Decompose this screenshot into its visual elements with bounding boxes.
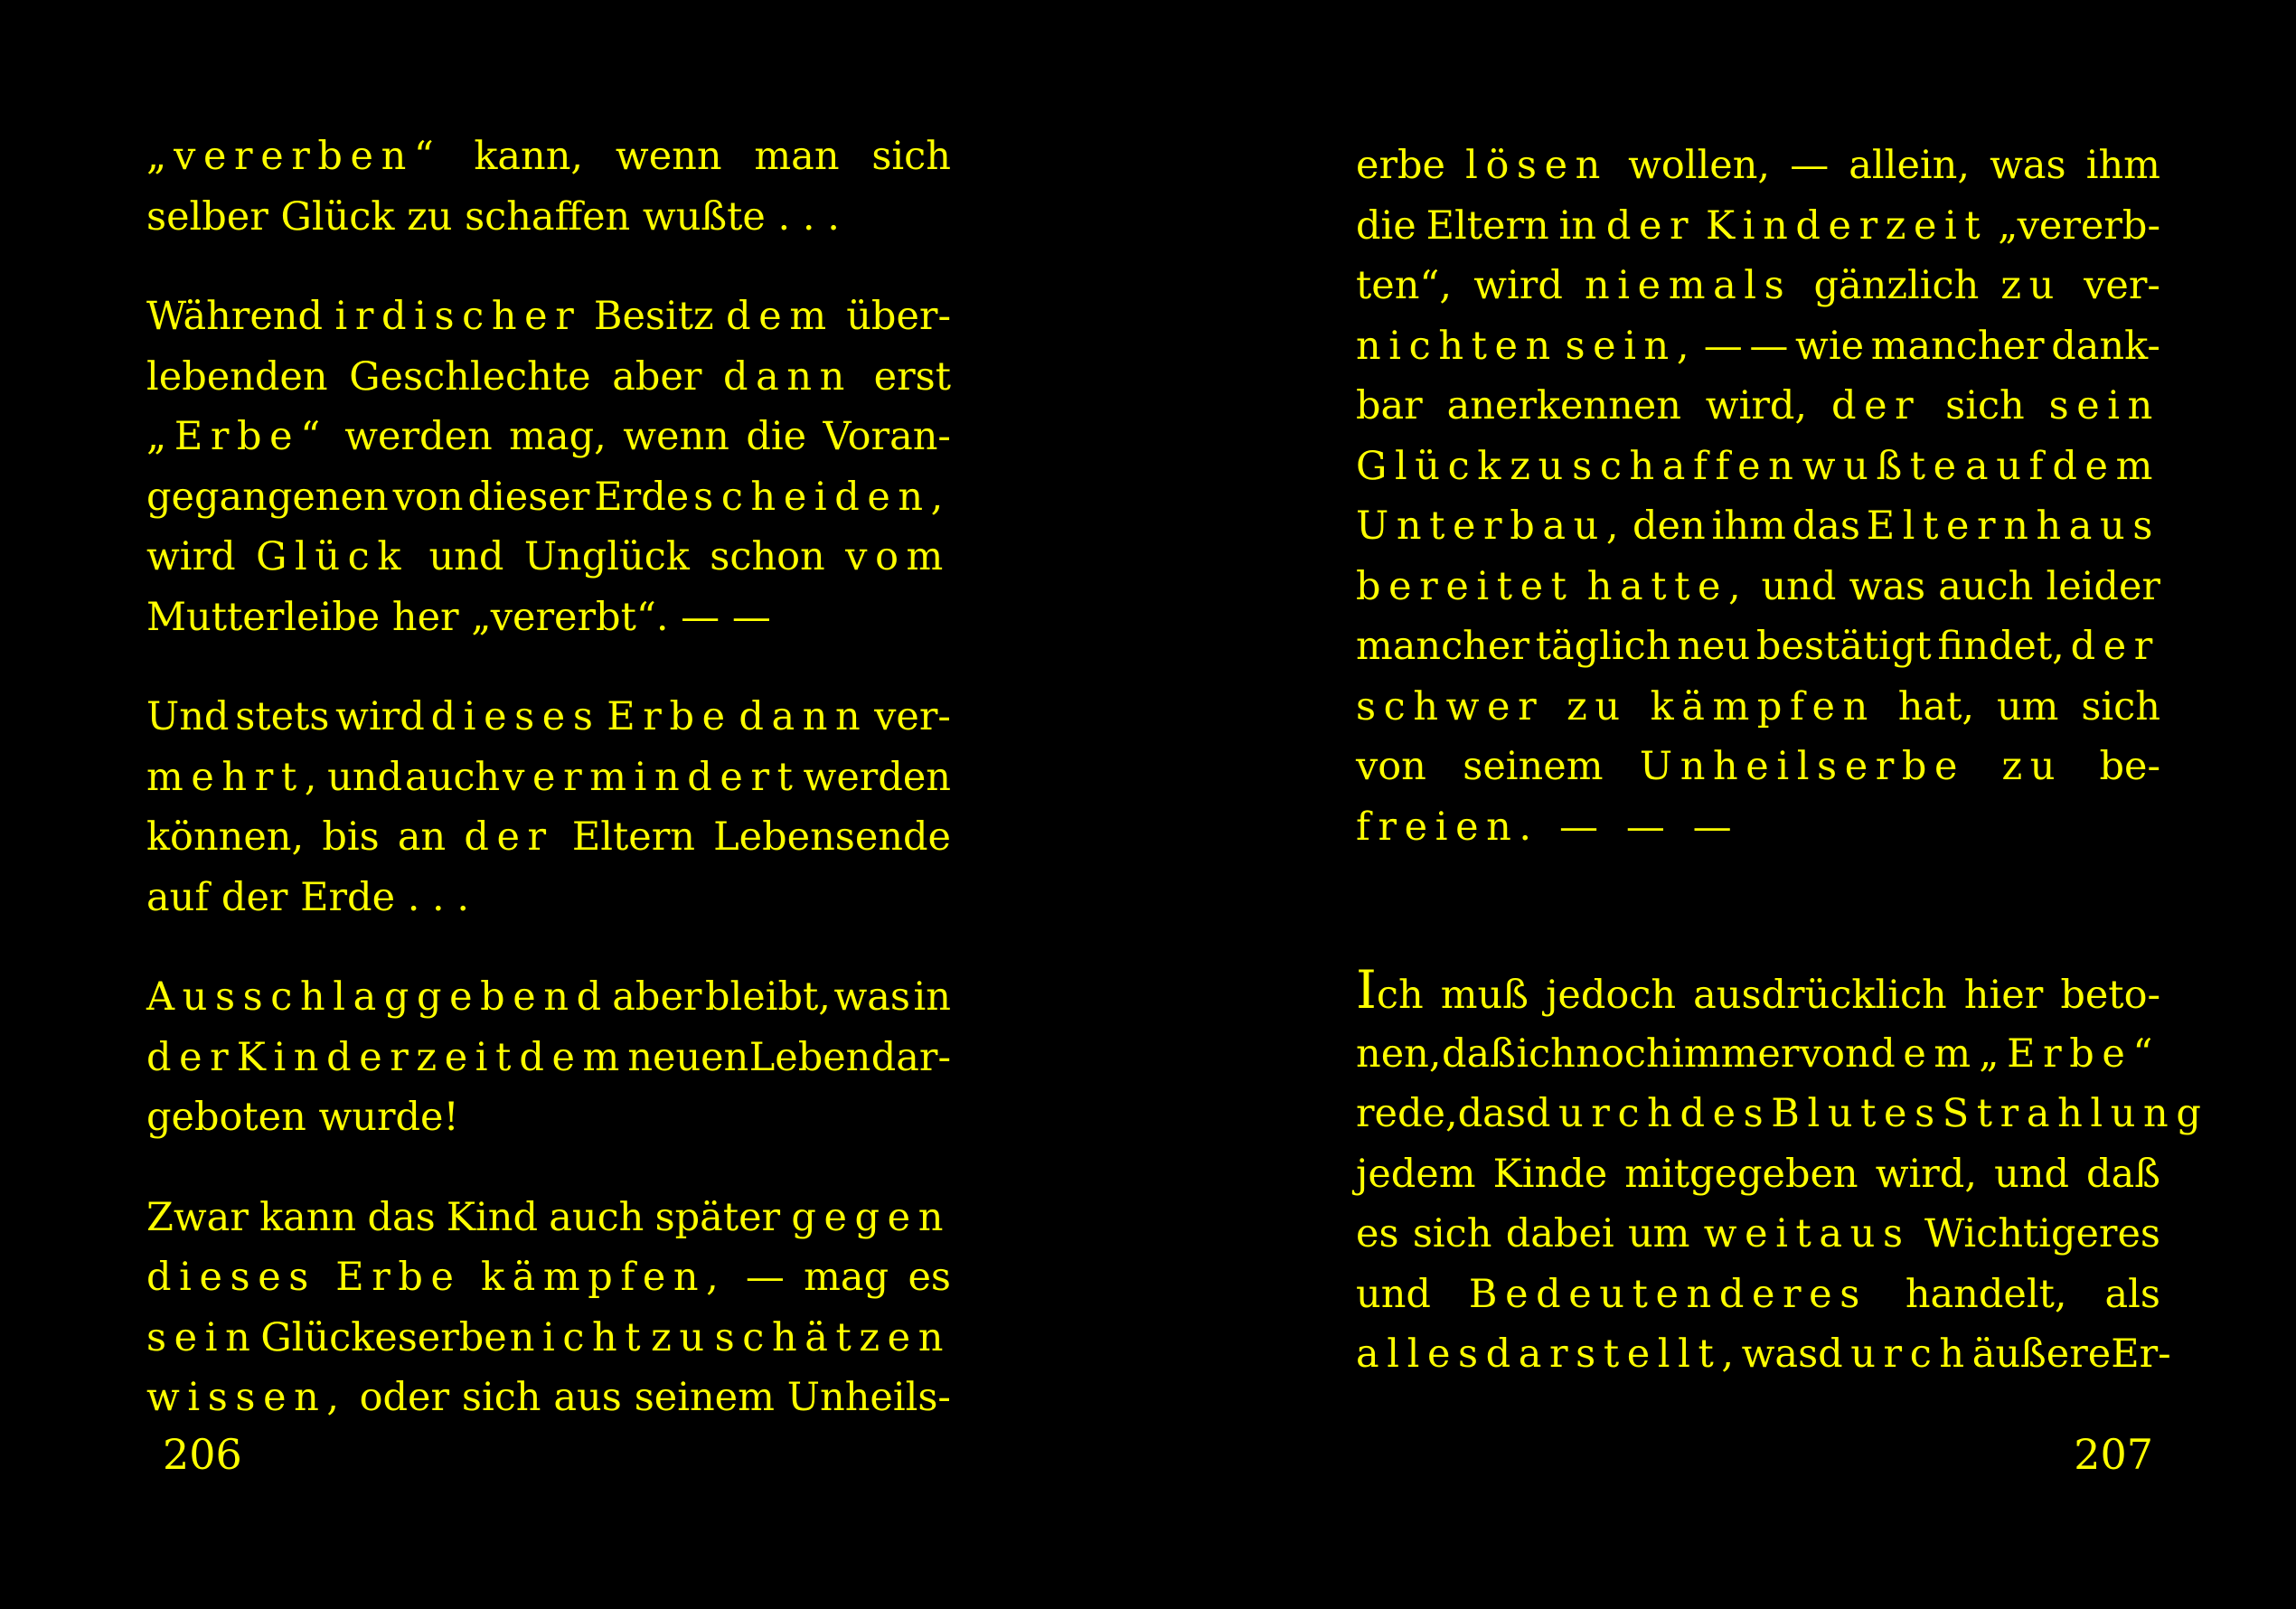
text-line	[1356, 376, 2160, 437]
paragraph-gap	[146, 247, 951, 287]
word: von	[392, 474, 464, 520]
word: Mutterleibe her „vererbt“. — —	[146, 594, 771, 640]
word: Unterbau,	[1356, 503, 1627, 549]
word: sich	[2081, 683, 2160, 729]
text-line	[146, 1247, 951, 1308]
word: die	[746, 414, 807, 459]
paragraph	[1356, 959, 2209, 1385]
word: Und	[146, 694, 230, 739]
word: lösen	[1465, 143, 1608, 188]
word: Elternhaus	[1866, 503, 2160, 549]
word: schon	[710, 534, 825, 579]
text-line	[146, 1188, 951, 1248]
word: seinem	[1463, 744, 1604, 789]
word: und	[428, 534, 504, 579]
text-line	[146, 748, 951, 808]
word: jedem	[1356, 1151, 1476, 1197]
word: der	[2070, 624, 2160, 669]
word: —	[745, 1255, 785, 1300]
word: ver-	[874, 694, 951, 739]
word: dem	[726, 294, 834, 339]
word: aus	[553, 1375, 622, 1420]
word: dabei	[1505, 1211, 1614, 1256]
word: kann	[259, 1194, 357, 1240]
word: was	[1849, 563, 1926, 609]
word: leider	[2046, 563, 2160, 609]
word: werden	[803, 754, 951, 800]
word: über-	[846, 294, 951, 339]
word: nichten	[1356, 323, 1558, 369]
word: das	[1457, 1091, 1526, 1136]
word: geboten wurde!	[146, 1095, 459, 1140]
word: Voran-	[823, 414, 951, 459]
word: wollen,	[1628, 143, 1771, 188]
word: zu	[2000, 263, 2062, 308]
word: „vererben“	[146, 134, 442, 179]
word: und	[327, 754, 402, 800]
word: ver-	[2084, 263, 2160, 308]
word: alles	[1356, 1331, 1486, 1377]
word: sich	[871, 134, 951, 179]
word: durch	[1818, 1331, 1972, 1377]
word: Kind	[446, 1194, 539, 1240]
word: wird	[146, 534, 236, 579]
word: Unheilserbe	[1639, 744, 1966, 789]
word: es	[908, 1255, 951, 1300]
word: der	[464, 814, 554, 860]
text-line	[146, 127, 951, 187]
text-line	[146, 407, 951, 467]
word: Eltern	[571, 814, 695, 860]
word: niemals	[1585, 263, 1793, 308]
text-line	[146, 807, 951, 868]
initial-letter: I	[1356, 959, 1377, 1021]
word: ich	[1516, 1030, 1576, 1077]
word: seinem	[634, 1375, 775, 1420]
text-line	[146, 1087, 951, 1148]
word: was	[833, 974, 910, 1020]
word: neu	[1677, 624, 1751, 669]
word: Eltern	[1426, 202, 1549, 249]
word: mag,	[509, 414, 607, 459]
word: —	[1749, 323, 1789, 369]
word: lebenden	[146, 353, 328, 400]
text-line	[1356, 316, 2160, 377]
word: Erbe	[607, 694, 733, 739]
word: sein	[146, 1314, 259, 1360]
word: um	[1996, 683, 2059, 729]
word: Ich	[1356, 959, 1424, 1021]
word: wenn	[623, 414, 729, 459]
text-line	[146, 187, 951, 248]
word: handelt,	[1905, 1271, 2067, 1317]
paragraph-gap	[1356, 857, 2160, 964]
right-page-text	[1356, 136, 2209, 1385]
word: durch	[1525, 1091, 1680, 1136]
text-line	[1356, 136, 2160, 196]
word: Blutes	[1771, 1091, 1943, 1136]
word: wußte	[1802, 443, 1964, 489]
word: hatte,	[1586, 563, 1749, 609]
word: Erde	[594, 474, 690, 520]
word: nicht	[509, 1314, 649, 1360]
word: „Erbe“	[1979, 1030, 2160, 1077]
text-line	[1356, 437, 2160, 497]
paragraph	[146, 287, 951, 647]
word: darstellt,	[1485, 1331, 1742, 1377]
word: der	[1830, 383, 1922, 428]
word: aber	[612, 974, 702, 1020]
word: dann	[739, 694, 869, 739]
word: das	[367, 1194, 436, 1240]
text-line	[1356, 1024, 2160, 1085]
word: bestätigt	[1755, 624, 1932, 669]
word: wird,	[1705, 383, 1808, 428]
word: an	[397, 814, 447, 860]
word: noch	[1576, 1030, 1671, 1077]
word: kann,	[474, 134, 584, 179]
word: sein	[2048, 383, 2160, 428]
word: Kinderzeit	[1706, 202, 1989, 249]
word: Kinde	[1492, 1151, 1608, 1197]
word: des	[1680, 1091, 1772, 1136]
word: Glück	[1356, 443, 1509, 489]
word: später	[654, 1194, 781, 1240]
word: Zwar	[146, 1194, 249, 1240]
word: Erbe	[335, 1255, 462, 1300]
text-line	[146, 967, 951, 1028]
word: in	[913, 974, 951, 1020]
word: mag	[804, 1255, 889, 1300]
paragraph	[146, 1188, 951, 1428]
word: erbe	[1356, 143, 1445, 188]
word: vermindert	[503, 754, 801, 800]
word: dem	[1870, 1030, 1979, 1077]
word: —	[1790, 143, 1830, 188]
word: mitgegeben	[1624, 1151, 1858, 1197]
word: gegangenen	[146, 474, 389, 520]
word: be-	[2099, 744, 2160, 789]
text-line	[146, 347, 951, 408]
text-line	[1356, 256, 2160, 316]
word: Lebensende	[713, 814, 951, 860]
word: aber	[612, 353, 702, 400]
word: oder	[359, 1375, 450, 1420]
word: rede,	[1356, 1091, 1458, 1136]
paragraph-gap	[146, 1148, 951, 1188]
right-page-number: 207	[2074, 1430, 2153, 1479]
word: weitaus	[1703, 1211, 1911, 1256]
word: Er-	[2111, 1331, 2171, 1377]
word: von	[1799, 1030, 1870, 1077]
word: bar	[1356, 383, 1423, 428]
word: kämpfen,	[480, 1255, 727, 1300]
word: um	[1627, 1211, 1690, 1256]
word: Bedeutenderes	[1468, 1271, 1868, 1317]
word: Leben	[748, 1034, 871, 1080]
word: auf	[1965, 443, 2052, 489]
word: immer	[1671, 1030, 1800, 1077]
word: bis	[322, 814, 380, 860]
word: schaffen	[1572, 443, 1802, 489]
text-line	[1356, 959, 2160, 1024]
word: Ausschlaggebend	[146, 974, 609, 1020]
word: ausdrücklich	[1693, 973, 1947, 1018]
word: bereitet	[1356, 563, 1575, 609]
word: stets	[235, 694, 330, 739]
word: werden	[344, 414, 493, 459]
word: jedoch	[1546, 973, 1677, 1018]
word: dieser	[467, 474, 590, 520]
word: neuen	[627, 1034, 749, 1080]
word: wird	[335, 694, 425, 739]
text-line	[146, 868, 951, 928]
word: dem	[2052, 443, 2160, 489]
word: Glück	[256, 534, 409, 579]
text-line	[146, 588, 951, 648]
word: zu	[1510, 443, 1571, 489]
word: dieses	[430, 694, 601, 739]
word: mehrt,	[146, 754, 325, 800]
paragraph	[146, 127, 951, 247]
word: wenn	[615, 134, 722, 179]
paragraph	[146, 687, 951, 927]
word: wird	[1473, 263, 1563, 308]
word: sich	[1412, 1211, 1492, 1256]
word: wie	[1795, 323, 1865, 369]
word: und	[1356, 1271, 1431, 1317]
word: gegen	[791, 1194, 951, 1240]
word: auch	[1938, 563, 2034, 609]
word: sein,	[1565, 323, 1698, 369]
word: beto-	[2060, 973, 2160, 1018]
text-line	[146, 527, 951, 588]
text-line	[146, 467, 951, 528]
word: es	[1356, 1211, 1399, 1256]
word: man	[754, 134, 840, 179]
text-line	[146, 1368, 951, 1428]
text-line	[1356, 1204, 2160, 1265]
word: muß	[1440, 973, 1529, 1018]
word: Glückeserbe	[260, 1314, 507, 1360]
word: allein,	[1849, 143, 1970, 188]
word: Während	[146, 294, 324, 339]
word: erst	[873, 353, 951, 400]
word: gänzlich	[1813, 263, 1980, 308]
word: Unglück	[523, 534, 690, 579]
word: dem	[519, 1034, 627, 1080]
word: und	[1994, 1151, 2069, 1197]
text-line	[1356, 1084, 2209, 1144]
word: bleibt,	[704, 974, 831, 1020]
word: was	[1741, 1331, 1819, 1377]
word: dar-	[870, 1034, 951, 1080]
word: findet,	[1937, 624, 2065, 669]
text-line	[1356, 797, 2160, 858]
word: den	[1633, 503, 1706, 549]
paragraph-gap	[146, 927, 951, 967]
word: nen,	[1356, 1030, 1442, 1077]
word: das	[1792, 503, 1860, 549]
word: ihm	[2085, 143, 2160, 188]
text-line	[1356, 496, 2160, 557]
word: kämpfen	[1650, 683, 1876, 729]
word: können,	[146, 814, 305, 860]
word: —	[1703, 323, 1743, 369]
left-page-text	[146, 127, 951, 1428]
word: Geschlechte	[349, 353, 591, 400]
word: Besitz	[593, 294, 714, 339]
word: von	[1356, 744, 1426, 789]
word: selber Glück zu schaffen wußte . . .	[146, 193, 840, 240]
word: hier	[1963, 973, 2044, 1018]
word: wissen,	[146, 1375, 347, 1420]
word: sich	[461, 1375, 541, 1420]
word: mancher	[1870, 323, 2045, 369]
word: anerkennen	[1446, 383, 1681, 428]
text-line	[1356, 1324, 2171, 1385]
right-page	[1148, 0, 2296, 1609]
word: ten“,	[1356, 263, 1453, 308]
word: daß	[2086, 1151, 2160, 1197]
text-line	[1356, 737, 2160, 797]
word: auf der Erde . . .	[146, 874, 470, 920]
word: dank-	[2051, 323, 2160, 369]
word: auch	[405, 754, 501, 800]
text-line	[1356, 1265, 2160, 1325]
paragraph	[1356, 136, 2160, 857]
word: dieses	[146, 1255, 316, 1300]
text-line	[1356, 1144, 2160, 1205]
word: sich	[1945, 383, 2025, 428]
word: äußere	[1971, 1331, 2112, 1377]
word: und	[1761, 563, 1837, 609]
word: schätzen	[714, 1314, 951, 1360]
word: irdischer	[334, 294, 582, 339]
word: als	[2104, 1271, 2160, 1317]
word: dann	[723, 353, 852, 400]
word: Strahlung	[1942, 1091, 2209, 1136]
text-line	[146, 1028, 951, 1088]
word: die	[1356, 202, 1416, 249]
text-line	[146, 287, 951, 347]
word: mancher	[1356, 624, 1529, 669]
word: hat,	[1897, 683, 1975, 729]
paragraph-gap	[146, 647, 951, 687]
word: täglich	[1535, 624, 1671, 669]
word: freien. — — —	[1356, 804, 1740, 850]
word: Kinderzeit	[236, 1034, 519, 1080]
text-line	[146, 1308, 951, 1369]
word: der	[1605, 202, 1697, 249]
word: zu	[651, 1314, 712, 1360]
word: schwer	[1356, 683, 1545, 729]
word: „vererb-	[1998, 202, 2160, 249]
left-page-number: 206	[163, 1430, 242, 1479]
word: daß	[1441, 1030, 1516, 1077]
word: vom	[845, 534, 951, 579]
word: der	[146, 1034, 237, 1080]
word: Unheils-	[786, 1375, 951, 1420]
text-line	[1356, 616, 2160, 677]
paragraph	[146, 967, 951, 1148]
word: zu	[2001, 744, 2064, 789]
word: „Erbe“	[146, 414, 328, 459]
word: was	[1990, 143, 2066, 188]
text-line	[146, 687, 951, 748]
word: Wichtigeres	[1924, 1211, 2160, 1256]
word: wird,	[1875, 1151, 1977, 1197]
word: scheiden,	[693, 474, 951, 520]
word: zu	[1567, 683, 1628, 729]
word: auch	[549, 1194, 645, 1240]
word: in	[1558, 202, 1596, 249]
word: ihm	[1711, 503, 1786, 549]
text-line	[1356, 557, 2160, 617]
text-line	[1356, 677, 2160, 738]
text-line	[1356, 196, 2160, 257]
